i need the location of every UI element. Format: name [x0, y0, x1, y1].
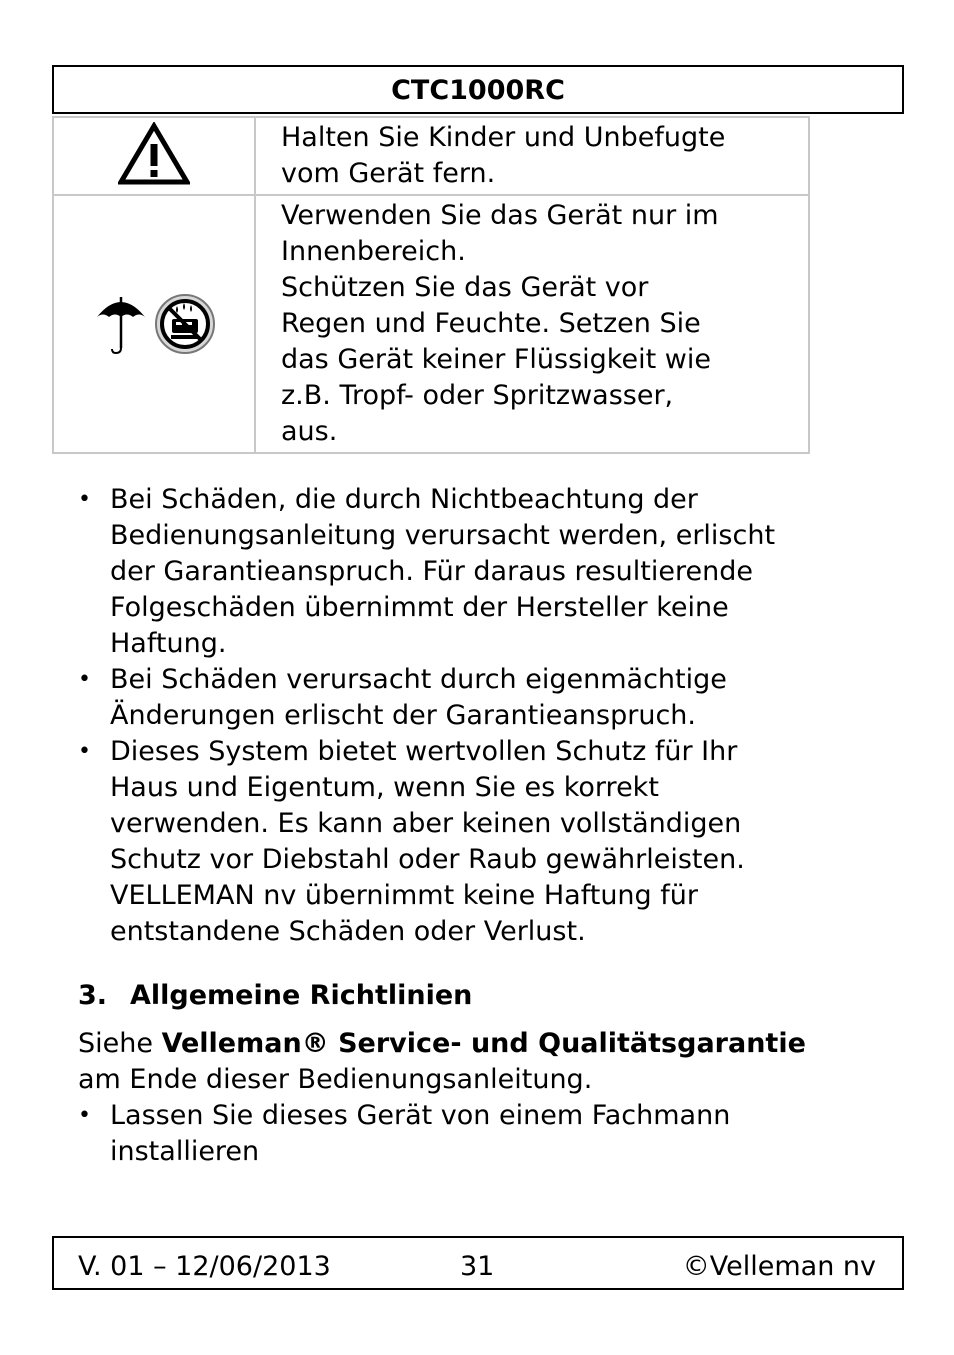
warranty-bullet-list [78, 482, 898, 950]
safety-text-line: Halten Sie Kinder und Unbefugte [281, 122, 726, 153]
section-intro [78, 1026, 898, 1098]
list-item-line: Folgeschäden übernimmt der Hersteller keine [110, 592, 729, 623]
safety-text-line: Regen und Feuchte. Setzen Sie [281, 308, 701, 339]
safety-text-line: aus. [281, 416, 338, 447]
list-item [78, 482, 898, 662]
intro-bold-reference: Velleman® Service- und Qualitätsgarantie [161, 1028, 806, 1059]
safety-text-cell [255, 117, 809, 195]
list-item-line: verwenden. Es kann aber keinen vollständigen [110, 808, 742, 839]
intro-prefix: Siehe [78, 1028, 162, 1059]
safety-row [53, 195, 809, 453]
model-title: CTC1000RC [391, 75, 565, 106]
list-item-line: • Dieses System bietet wertvollen Schutz für Ihr [110, 736, 738, 767]
list-item-line: Bedienungsanleitung verursacht werden, erlischt [110, 520, 776, 551]
section-number: 3. [78, 980, 108, 1011]
intro-suffix: am Ende dieser Bedienungsanleitung. [78, 1064, 593, 1095]
safety-icon-cell [53, 195, 255, 453]
safety-text-cell [255, 195, 809, 453]
list-item-line: Änderungen erlischt der Garantieanspruch. [110, 700, 696, 731]
footer-version: V. 01 – 12/06/2013 [78, 1251, 331, 1282]
safety-icon-cell [53, 117, 255, 195]
list-item-line: • Bei Schäden verursacht durch eigenmächtige [110, 664, 727, 695]
list-item-line: VELLEMAN nv übernimmt keine Haftung für [110, 880, 698, 911]
safety-table [52, 116, 810, 454]
section-heading [78, 978, 898, 1014]
list-item-line: Haftung. [110, 628, 227, 659]
list-item-line: • Lassen Sie dieses Gerät von einem Fachmann [110, 1100, 731, 1131]
list-item-line: Schutz vor Diebstahl oder Raub gewährleisten. [110, 844, 745, 875]
icon-pair [54, 292, 254, 356]
section-title: Allgemeine Richtlinien [130, 980, 473, 1011]
safety-text-line: das Gerät keiner Flüssigkeit wie [281, 344, 711, 375]
list-item-line: Haus und Eigentum, wenn Sie es korrekt [110, 772, 659, 803]
main-content [78, 482, 898, 1170]
no-water-splash-icon [153, 292, 217, 356]
safety-text-line: Verwenden Sie das Gerät nur im [281, 200, 719, 231]
safety-text-line: Schützen Sie das Gerät vor [281, 272, 649, 303]
safety-text-line: vom Gerät fern. [281, 158, 496, 189]
safety-text-line: z.B. Tropf- oder Spritzwasser, [281, 380, 674, 411]
list-item [78, 734, 898, 950]
list-item-line: • Bei Schäden, die durch Nichtbeachtung der [110, 484, 698, 515]
footer-page-number: 31 [460, 1251, 495, 1282]
footer-copyright: ©Velleman nv [682, 1251, 876, 1282]
list-item-line: installieren [110, 1136, 260, 1167]
list-item-line: der Garantieanspruch. Für daraus resultierende [110, 556, 753, 587]
safety-row [53, 117, 809, 195]
guideline-bullet-list [78, 1098, 898, 1170]
umbrella-icon [95, 293, 147, 355]
list-item [78, 662, 898, 734]
list-item [78, 1098, 898, 1170]
warning-triangle-icon [118, 122, 190, 186]
safety-text-line: Innenbereich. [281, 236, 466, 267]
page-header [52, 65, 904, 114]
list-item-line: entstandene Schäden oder Verlust. [110, 916, 586, 947]
page-footer [52, 1236, 904, 1290]
